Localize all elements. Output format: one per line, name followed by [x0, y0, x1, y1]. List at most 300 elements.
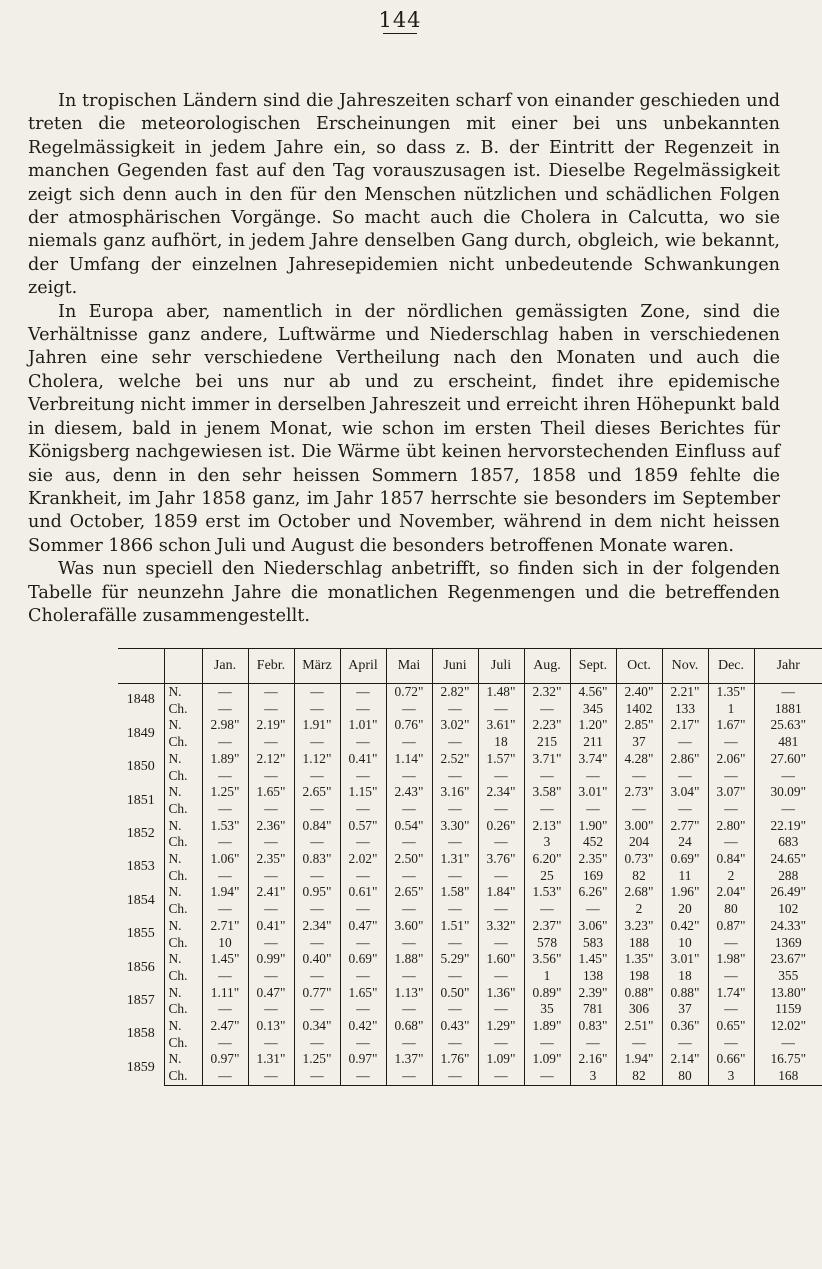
rainfall-cell: 2.43": [386, 784, 432, 801]
year-cell: 1855: [126, 926, 155, 942]
cholera-cell: 25: [524, 868, 570, 885]
cholera-cell: —: [294, 901, 340, 918]
cholera-cell: —: [248, 901, 294, 918]
row-label-n: N.: [164, 951, 202, 968]
cholera-cell: —: [294, 1035, 340, 1052]
rainfall-cell: 1.67": [708, 717, 754, 734]
rainfall-cell: 0.69": [662, 851, 708, 868]
body-text: [28, 90, 780, 628]
cholera-cell: —: [202, 901, 248, 918]
cholera-cell: 133: [662, 701, 708, 718]
cholera-cell: —: [248, 801, 294, 818]
cholera-cell: —: [478, 935, 524, 952]
rainfall-cell: 0.47": [248, 985, 294, 1002]
rainfall-cell: 0.34": [294, 1018, 340, 1035]
cholera-cell: —: [202, 834, 248, 851]
cholera-cell: —: [294, 968, 340, 985]
row-label-n: N.: [164, 717, 202, 734]
rainfall-cell: 2.14": [662, 1051, 708, 1068]
header-jan: Jan.: [202, 649, 248, 684]
rainfall-cell: 0.77": [294, 985, 340, 1002]
rainfall-cell: 1.35": [708, 684, 754, 701]
rainfall-cell: 0.41": [248, 918, 294, 935]
cholera-cell: 583: [570, 935, 616, 952]
rainfall-cell: 2.35": [570, 851, 616, 868]
rainfall-cell: 0.97": [202, 1051, 248, 1068]
cholera-cell: —: [386, 768, 432, 785]
rainfall-cell: 0.99": [248, 951, 294, 968]
cholera-cell: —: [478, 868, 524, 885]
table-row-cholera: [118, 1068, 822, 1085]
rainfall-cell: 1.25": [294, 1051, 340, 1068]
row-label-ch: Ch.: [164, 1068, 202, 1085]
header-feb: Febr.: [248, 649, 294, 684]
cholera-cell: 10: [202, 935, 248, 952]
rainfall-cell: 3.56": [524, 951, 570, 968]
rainfall-cell: 1.09": [478, 1051, 524, 1068]
cholera-cell: —: [294, 868, 340, 885]
cholera-cell: —: [386, 834, 432, 851]
cholera-cell: —: [708, 734, 754, 751]
rainfall-cell: 0.89": [524, 985, 570, 1002]
header-aug: Aug.: [524, 649, 570, 684]
cholera-cell: —: [340, 1001, 386, 1018]
rainfall-cell: 1.57": [478, 751, 524, 768]
row-label-n: N.: [164, 751, 202, 768]
row-label-ch: Ch.: [164, 834, 202, 851]
rainfall-cell: 1.29": [478, 1018, 524, 1035]
table-row-cholera: [118, 734, 822, 751]
cholera-cell: 1: [708, 701, 754, 718]
cholera-cell: —: [478, 768, 524, 785]
rainfall-cell: 0.87": [708, 918, 754, 935]
cholera-cell: —: [570, 901, 616, 918]
rainfall-cell: 6.20": [524, 851, 570, 868]
rainfall-cell: 0.13": [248, 1018, 294, 1035]
year-cell: 1857: [126, 993, 155, 1008]
year-cell: 1851: [126, 792, 155, 808]
row-label-n: N.: [164, 918, 202, 935]
cholera-cell: 11: [662, 868, 708, 885]
table-row-niederschlag: [118, 1051, 822, 1068]
cholera-cell: 204: [616, 834, 662, 851]
rainfall-cell: 1.89": [202, 751, 248, 768]
rainfall-cell: 3.58": [524, 784, 570, 801]
rainfall-cell: 22.19": [754, 818, 822, 835]
rainfall-cell: 1.45": [202, 951, 248, 968]
cholera-cell: —: [386, 1001, 432, 1018]
cholera-cell: —: [248, 701, 294, 718]
rainfall-cell: 0.57": [340, 818, 386, 835]
cholera-cell: —: [478, 1068, 524, 1085]
row-label-ch: Ch.: [164, 801, 202, 818]
rainfall-cell: 1.94": [202, 884, 248, 901]
cholera-cell: —: [662, 768, 708, 785]
cholera-cell: 3: [570, 1068, 616, 1085]
cholera-cell: 102: [754, 901, 822, 918]
rainfall-cell: 0.66": [708, 1051, 754, 1068]
row-label-n: N.: [164, 985, 202, 1002]
header-nov: Nov.: [662, 649, 708, 684]
rainfall-cell: 0.88": [662, 985, 708, 1002]
rainfall-cell: 2.16": [570, 1051, 616, 1068]
cholera-cell: —: [340, 801, 386, 818]
cholera-cell: 82: [616, 1068, 662, 1085]
rainfall-cell: 2.73": [616, 784, 662, 801]
rainfall-cell: 24.65": [754, 851, 822, 868]
cholera-cell: 80: [662, 1068, 708, 1085]
cholera-cell: 138: [570, 968, 616, 985]
table-row-niederschlag: [118, 985, 822, 1002]
cholera-cell: —: [248, 868, 294, 885]
rainfall-cell: 3.02": [432, 717, 478, 734]
cholera-cell: —: [708, 801, 754, 818]
cholera-cell: 452: [570, 834, 616, 851]
cholera-cell: —: [662, 1035, 708, 1052]
cholera-cell: 24: [662, 834, 708, 851]
cholera-cell: —: [432, 901, 478, 918]
cholera-cell: —: [248, 1068, 294, 1085]
rainfall-cell: 5.29": [432, 951, 478, 968]
cholera-cell: —: [386, 701, 432, 718]
table-row-cholera: [118, 768, 822, 785]
cholera-cell: —: [616, 1035, 662, 1052]
rainfall-cell: 23.67": [754, 951, 822, 968]
rainfall-cell: 1.51": [432, 918, 478, 935]
cholera-cell: —: [248, 1035, 294, 1052]
rainfall-cell: —: [340, 684, 386, 701]
cholera-cell: —: [248, 968, 294, 985]
rainfall-cell: 2.65": [386, 884, 432, 901]
header-oct: Oct.: [616, 649, 662, 684]
rainfall-cell: 2.04": [708, 884, 754, 901]
cholera-cell: —: [432, 768, 478, 785]
table-row-cholera: [118, 968, 822, 985]
cholera-cell: —: [202, 868, 248, 885]
header-mar: März: [294, 649, 340, 684]
table-row-niederschlag: [118, 1018, 822, 1035]
cholera-cell: —: [708, 1001, 754, 1018]
cholera-cell: —: [202, 768, 248, 785]
cholera-cell: 481: [754, 734, 822, 751]
cholera-cell: —: [340, 701, 386, 718]
year-cell: 1854: [126, 892, 155, 908]
rainfall-cell: 2.41": [248, 884, 294, 901]
header-cell: [164, 649, 202, 684]
cholera-cell: 18: [478, 734, 524, 751]
year-cell: 1849: [126, 725, 155, 741]
cholera-cell: —: [524, 801, 570, 818]
rainfall-cell: 6.26": [570, 884, 616, 901]
row-label-n: N.: [164, 884, 202, 901]
table-row-niederschlag: [118, 818, 822, 835]
year-cell: 1859: [126, 1060, 155, 1076]
rainfall-cell: 26.49": [754, 884, 822, 901]
row-label-ch: Ch.: [164, 901, 202, 918]
rainfall-cell: 2.06": [708, 751, 754, 768]
cholera-cell: —: [340, 1068, 386, 1085]
rainfall-cell: 3.16": [432, 784, 478, 801]
year-cell: 1852: [126, 825, 155, 841]
rainfall-cell: 0.42": [340, 1018, 386, 1035]
rainfall-cell: 3.01": [570, 784, 616, 801]
row-label-ch: Ch.: [164, 935, 202, 952]
row-label-ch: Ch.: [164, 868, 202, 885]
rainfall-cell: 2.47": [202, 1018, 248, 1035]
rainfall-cell: 0.61": [340, 884, 386, 901]
rainfall-cell: —: [202, 684, 248, 701]
cholera-cell: —: [524, 1035, 570, 1052]
cholera-cell: 683: [754, 834, 822, 851]
cholera-cell: —: [432, 968, 478, 985]
row-label-n: N.: [164, 818, 202, 835]
rainfall-cell: 3.60": [386, 918, 432, 935]
rainfall-cell: 0.72": [386, 684, 432, 701]
rainfall-cell: 1.35": [616, 951, 662, 968]
cholera-cell: —: [432, 868, 478, 885]
row-label-n: N.: [164, 851, 202, 868]
rainfall-cell: 2.36": [248, 818, 294, 835]
cholera-cell: —: [294, 834, 340, 851]
rainfall-cell: 12.02": [754, 1018, 822, 1035]
rainfall-cell: 2.37": [524, 918, 570, 935]
rainfall-cell: 4.56": [570, 684, 616, 701]
row-label-ch: Ch.: [164, 1001, 202, 1018]
rainfall-cell: 1.31": [248, 1051, 294, 1068]
cholera-cell: —: [248, 1001, 294, 1018]
table-row-cholera: [118, 801, 822, 818]
cholera-cell: —: [294, 1068, 340, 1085]
cholera-cell: 3: [708, 1068, 754, 1085]
header-jun: Juni: [432, 649, 478, 684]
rainfall-cell: 2.23": [524, 717, 570, 734]
rainfall-cell: 27.60": [754, 751, 822, 768]
rainfall-cell: 2.50": [386, 851, 432, 868]
rainfall-cell: 3.07": [708, 784, 754, 801]
rainfall-cell: 0.76": [386, 717, 432, 734]
rainfall-cell: 2.19": [248, 717, 294, 734]
cholera-cell: —: [202, 1035, 248, 1052]
year-cell: 1858: [126, 1026, 155, 1042]
year-cell: 1856: [126, 959, 155, 975]
rainfall-cell: 1.76": [432, 1051, 478, 1068]
rainfall-cell: 1.90": [570, 818, 616, 835]
row-label-ch: Ch.: [164, 768, 202, 785]
rainfall-cell: 0.54": [386, 818, 432, 835]
year-cell: 1853: [126, 859, 155, 875]
year-cell: 1848: [126, 692, 155, 708]
rainfall-cell: 1.96": [662, 884, 708, 901]
cholera-cell: —: [340, 868, 386, 885]
cholera-cell: —: [294, 935, 340, 952]
rainfall-cell: 0.47": [340, 918, 386, 935]
rainfall-cell: 1.58": [432, 884, 478, 901]
cholera-cell: —: [294, 701, 340, 718]
cholera-cell: —: [754, 801, 822, 818]
cholera-cell: —: [202, 801, 248, 818]
header-year-total: Jahr: [754, 649, 822, 684]
rainfall-cell: 30.09": [754, 784, 822, 801]
cholera-cell: —: [248, 834, 294, 851]
row-label-n: N.: [164, 784, 202, 801]
rainfall-cell: 1.01": [340, 717, 386, 734]
rainfall-cell: 16.75": [754, 1051, 822, 1068]
cholera-cell: 198: [616, 968, 662, 985]
row-label-ch: Ch.: [164, 1035, 202, 1052]
rainfall-cell: 1.36": [478, 985, 524, 1002]
cholera-cell: 1159: [754, 1001, 822, 1018]
rainfall-cell: 1.65": [248, 784, 294, 801]
cholera-cell: —: [340, 834, 386, 851]
rainfall-cell: 25.63": [754, 717, 822, 734]
cholera-cell: —: [386, 1035, 432, 1052]
cholera-cell: 37: [616, 734, 662, 751]
cholera-cell: 355: [754, 968, 822, 985]
rainfall-cell: 0.50": [432, 985, 478, 1002]
cholera-cell: —: [386, 1068, 432, 1085]
rainfall-cell: 3.06": [570, 918, 616, 935]
cholera-cell: —: [708, 1035, 754, 1052]
cholera-cell: —: [202, 701, 248, 718]
cholera-cell: —: [708, 935, 754, 952]
rainfall-cell: 0.69": [340, 951, 386, 968]
rainfall-cell: 2.51": [616, 1018, 662, 1035]
cholera-cell: —: [478, 834, 524, 851]
rainfall-cell: 1.45": [570, 951, 616, 968]
row-label-n: N.: [164, 684, 202, 701]
cholera-cell: —: [340, 935, 386, 952]
rainfall-cell: 1.15": [340, 784, 386, 801]
rainfall-cell: 2.98": [202, 717, 248, 734]
cholera-cell: —: [248, 935, 294, 952]
cholera-cell: —: [294, 801, 340, 818]
cholera-cell: 3: [524, 834, 570, 851]
cholera-cell: —: [294, 768, 340, 785]
cholera-cell: —: [478, 701, 524, 718]
rainfall-cell: 0.83": [294, 851, 340, 868]
cholera-cell: —: [386, 935, 432, 952]
table-row-niederschlag: [118, 951, 822, 968]
cholera-cell: —: [478, 1035, 524, 1052]
cholera-cell: —: [386, 801, 432, 818]
rainfall-cell: 2.80": [708, 818, 754, 835]
paragraph-2: In Europa aber, namentlich in der nördlichen gemässigten Zone, sind die Verhältnisse ganz andere, Luftwärme und Niederschlag haben in verschiedenen Jahren eine sehr verschiedene Vertheilung nach den Monaten und auch die Cholera, welche bei uns nur ab und zu erscheint, findet ihre epidemische Verbreitung nicht immer in derselben Jahreszeit und erreicht ihren Höhepunkt bald in diesem, bald in jenem Monat, wie schon im ersten Theil dieses Berichtes für Königsberg nachgewiesen ist. Die Wärme übt keinen hervorstechenden Einfluss auf sie aus, denn in den sehr heissen Sommern 1857, 1858 und 1859 fehlte die Krankheit, im Jahr 1858 ganz, im Jahr 1857 herrschte sie besonders im September und October, 1859 erst im October und November, während in dem nicht heissen Sommer 1866 schon Juli und August die besonders betroffenen Monate waren.: [28, 301, 780, 556]
cholera-cell: —: [616, 801, 662, 818]
cholera-cell: —: [432, 801, 478, 818]
table-row-niederschlag: [118, 851, 822, 868]
cholera-cell: —: [248, 768, 294, 785]
rainfall-cell: 2.52": [432, 751, 478, 768]
rainfall-cell: —: [754, 684, 822, 701]
header-sep: Sept.: [570, 649, 616, 684]
rainfall-cell: —: [248, 684, 294, 701]
cholera-cell: 211: [570, 734, 616, 751]
table-row-niederschlag: [118, 918, 822, 935]
cholera-cell: —: [202, 734, 248, 751]
rainfall-cell: 1.91": [294, 717, 340, 734]
cholera-cell: —: [432, 1001, 478, 1018]
cholera-cell: —: [754, 768, 822, 785]
rainfall-cell: —: [294, 684, 340, 701]
cholera-cell: —: [294, 1001, 340, 1018]
cholera-cell: 80: [708, 901, 754, 918]
cholera-cell: —: [432, 1068, 478, 1085]
table-row-cholera: [118, 901, 822, 918]
cholera-cell: 188: [616, 935, 662, 952]
row-label-n: N.: [164, 1051, 202, 1068]
cholera-cell: —: [708, 768, 754, 785]
cholera-cell: —: [386, 734, 432, 751]
table-row-niederschlag: [118, 884, 822, 901]
rainfall-cell: 3.04": [662, 784, 708, 801]
rainfall-cell: 0.97": [340, 1051, 386, 1068]
cholera-cell: 10: [662, 935, 708, 952]
rainfall-cell: 1.20": [570, 717, 616, 734]
table-row-niederschlag: [118, 717, 822, 734]
rainfall-cell: 24.33": [754, 918, 822, 935]
rainfall-cell: 1.11": [202, 985, 248, 1002]
rainfall-cell: 1.09": [524, 1051, 570, 1068]
cholera-cell: —: [570, 1035, 616, 1052]
table-row-cholera: [118, 1001, 822, 1018]
rainfall-cholera-table: [118, 648, 822, 1086]
cholera-cell: —: [432, 935, 478, 952]
rainfall-cell: 0.84": [708, 851, 754, 868]
rainfall-cell: 0.43": [432, 1018, 478, 1035]
cholera-cell: —: [340, 968, 386, 985]
table-row-niederschlag: [118, 784, 822, 801]
rainfall-cell: 2.82": [432, 684, 478, 701]
rainfall-cell: 4.28": [616, 751, 662, 768]
rainfall-cell: 2.35": [248, 851, 294, 868]
cholera-cell: —: [386, 968, 432, 985]
rainfall-cell: 0.73": [616, 851, 662, 868]
cholera-cell: 1: [524, 968, 570, 985]
cholera-cell: 1369: [754, 935, 822, 952]
cholera-cell: —: [340, 768, 386, 785]
cholera-cell: —: [340, 1035, 386, 1052]
rainfall-cell: 1.37": [386, 1051, 432, 1068]
cholera-cell: 2: [708, 868, 754, 885]
table-row-niederschlag: [118, 684, 822, 701]
cholera-cell: —: [340, 901, 386, 918]
rainfall-cell: 2.17": [662, 717, 708, 734]
cholera-cell: —: [386, 901, 432, 918]
rainfall-cell: 1.53": [202, 818, 248, 835]
cholera-cell: 18: [662, 968, 708, 985]
rainfall-cell: 2.65": [294, 784, 340, 801]
rainfall-cell: 0.83": [570, 1018, 616, 1035]
rainfall-cholera-table-wrap: [118, 648, 807, 1086]
rainfall-cell: 1.60": [478, 951, 524, 968]
rainfall-cell: 0.36": [662, 1018, 708, 1035]
header-dec: Dec.: [708, 649, 754, 684]
cholera-cell: —: [662, 801, 708, 818]
cholera-cell: —: [248, 734, 294, 751]
cholera-cell: 1402: [616, 701, 662, 718]
rainfall-cell: 1.84": [478, 884, 524, 901]
cholera-cell: 215: [524, 734, 570, 751]
rainfall-cell: 1.25": [202, 784, 248, 801]
row-label-ch: Ch.: [164, 734, 202, 751]
rainfall-cell: 1.65": [340, 985, 386, 1002]
cholera-cell: —: [340, 734, 386, 751]
cholera-cell: —: [478, 801, 524, 818]
cholera-cell: —: [202, 1068, 248, 1085]
cholera-cell: —: [524, 901, 570, 918]
rainfall-cell: 2.86": [662, 751, 708, 768]
cholera-cell: —: [524, 1068, 570, 1085]
